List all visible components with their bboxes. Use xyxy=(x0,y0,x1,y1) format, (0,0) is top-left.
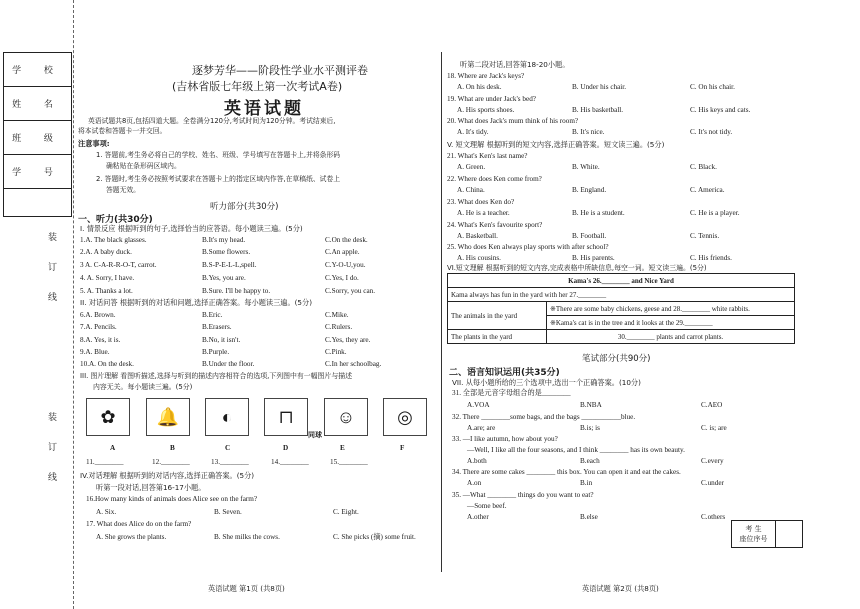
option: B.Some flowers. xyxy=(202,248,251,256)
option: B.NBA xyxy=(580,401,602,409)
table-header: Kama's 26.________ and Nice Yard xyxy=(448,274,795,288)
picture-letter: B xyxy=(170,444,175,452)
question: 25. Who does Ken always play sports with after school? xyxy=(447,243,609,251)
seat-label: 考 生 xyxy=(745,525,762,533)
name-field[interactable]: 姓 名 xyxy=(4,87,71,121)
notice-item: 1. 答题前,考生务必将自己的学校、姓名、班级、学号填写在答题卡上,并将条形码 xyxy=(96,151,341,159)
option: 9.A. Blue. xyxy=(80,348,110,356)
subsection-title: VI.短文理解 根据听到的短文内容,完成表格中所缺信息,每空一词。短文读三遍。(5分) xyxy=(447,264,707,272)
seat-number-box[interactable] xyxy=(731,520,803,548)
option: 8.A. Yes, it is. xyxy=(80,336,121,344)
option: A. He is a teacher. xyxy=(457,209,510,217)
class-field[interactable]: 班 级 xyxy=(4,121,71,155)
option: B.is; is xyxy=(580,424,600,432)
seat-number-cell[interactable] xyxy=(776,521,802,547)
notice-item: 确粘贴在条形码区域内。 xyxy=(106,162,181,170)
seat-label: 座位序号 xyxy=(739,535,768,543)
option: C.Sorry, you can. xyxy=(325,287,376,295)
picture-letter: A xyxy=(110,444,116,452)
option: C.In her schoolbag. xyxy=(325,360,382,368)
option: C.others xyxy=(701,513,726,521)
question: 19. What are under Jack's bed? xyxy=(447,95,536,103)
option: C. is; are xyxy=(701,424,727,432)
subsection-title: IV.对话理解 根据听到的对话内容,选择正确答案。(5分) xyxy=(80,471,255,480)
option: C.AEO xyxy=(701,401,723,409)
intro-text: 英语试题共8页,包括四道大题。全卷满分120分,考试时间为120分钟。考试结束后, xyxy=(88,117,336,125)
option: B.Eric. xyxy=(202,311,223,319)
option: C. Eight. xyxy=(333,508,359,516)
picture-family-icon: ☺ xyxy=(324,398,368,436)
subsection-title: VII. 从每小题所给的三个选项中,选出一个正确答案。(10分) xyxy=(452,378,641,387)
picture-toy-icon: ✿ xyxy=(86,398,130,436)
option: C. America. xyxy=(690,186,725,194)
answer-blank[interactable]: 13.________ xyxy=(211,458,249,466)
option: B. It's nice. xyxy=(572,128,605,136)
question: 32. There ________some bags, and the bags ___________blue. xyxy=(452,413,636,421)
binding-line xyxy=(73,0,74,609)
option: C.Yes, they are. xyxy=(325,336,371,344)
section-title: 二、语言知识运用(共35分) xyxy=(449,368,560,378)
option: C.Yes, I do. xyxy=(325,274,359,282)
option: A.VOA xyxy=(467,401,490,409)
section-title: 一、听力(共30分) xyxy=(78,215,153,225)
option: B.Purple. xyxy=(202,348,230,356)
answer-blank[interactable]: 12.________ xyxy=(152,458,190,466)
picture-letter: D xyxy=(283,444,289,452)
notice-title: 注意事项: xyxy=(78,139,110,148)
option: A.on xyxy=(467,479,482,487)
option: B.Under the floor. xyxy=(202,360,255,368)
page-footer: 英语试题 第1页 (共8页) xyxy=(208,584,285,593)
table-cell: ※Kama's cat is in the tree and it looks at the 29.________ xyxy=(547,316,795,330)
answer-blank[interactable]: 11.________ xyxy=(86,458,124,466)
option: B.Yes, you are. xyxy=(202,274,246,282)
option: B.Erasers. xyxy=(202,323,232,331)
option: B.else xyxy=(580,513,598,521)
subsection-title: I. 情景反应 根据听到的句子,选择恰当的应答语。每小题读三遍。(5分) xyxy=(80,224,303,233)
option: A. Basketball. xyxy=(457,232,498,240)
option: A. Six. xyxy=(96,508,117,516)
option: A. China. xyxy=(457,186,485,194)
option: A. On his desk. xyxy=(457,83,502,91)
question: —Well, I like all the four seasons, and I think ________ has its own beauty. xyxy=(467,446,685,454)
option: C.Y-O-U,you. xyxy=(325,261,366,269)
question: 20. What does Jack's mum think of his room? xyxy=(447,117,579,125)
subsection-title: III. 图片理解 看图听描述,选择与听到的描述内容相符合的选项,下列图中有一幅图片与描述 xyxy=(80,372,352,380)
table-cell: ※There are some baby chickens, geese and 28.________ white rabbits. xyxy=(547,302,795,316)
question: 21. What's Ken's last name? xyxy=(447,152,528,160)
notice-item: 答题无效。 xyxy=(106,186,140,194)
option: 7.A. Pencils. xyxy=(80,323,117,331)
option: A. His sports shoes. xyxy=(457,106,515,114)
option: C. She picks (摘) some fruit. xyxy=(333,533,416,541)
question: 35. —What ________ things do you want to eat? xyxy=(452,491,594,499)
option: B. His parents. xyxy=(572,254,615,262)
written-part-title: 笔试部分(共90分) xyxy=(582,354,651,364)
option: A. His cousins. xyxy=(457,254,501,262)
table-row-label: The plants in the yard xyxy=(448,330,547,344)
option: B. Football. xyxy=(572,232,607,240)
option: A.are; are xyxy=(467,424,496,432)
option: C.Pink. xyxy=(325,348,347,356)
option: B. He is a student. xyxy=(572,209,625,217)
option: B.It's my head. xyxy=(202,236,246,244)
question: 18. Where are Jack's keys? xyxy=(447,72,525,80)
picture-ball-icon: ◎ xyxy=(383,398,427,436)
option: C. Black. xyxy=(690,163,717,171)
option: 4. A. Sorry, I have. xyxy=(80,274,135,282)
option: C. On his chair. xyxy=(690,83,735,91)
answer-blank[interactable]: 14.________ xyxy=(271,458,309,466)
option: A. Green. xyxy=(457,163,486,171)
option: 2.A. A baby duck. xyxy=(80,248,132,256)
page-footer: 英语试题 第2页 (共8页) xyxy=(582,584,659,593)
option: C.Mike. xyxy=(325,311,349,319)
option: B.No, it isn't. xyxy=(202,336,241,344)
picture-caption: 同球 xyxy=(308,431,322,439)
option: B. England. xyxy=(572,186,607,194)
option: B. Seven. xyxy=(214,508,242,516)
option: C. His keys and cats. xyxy=(690,106,751,114)
option: B. She milks the cows. xyxy=(214,533,280,541)
binding-label: 订 xyxy=(48,443,58,453)
option: C.On the desk. xyxy=(325,236,368,244)
exam-series-title: 逐梦芳华——阶段性学业水平测评卷 xyxy=(192,64,368,77)
option: B.in xyxy=(580,479,593,487)
question: 33. —I like autumn, how about you? xyxy=(452,435,558,443)
option: B. His basketball. xyxy=(572,106,624,114)
picture-bell-icon: 🔔 xyxy=(146,398,190,436)
intro-text: 将本试卷和答题卡一并交回。 xyxy=(78,127,167,135)
school-field[interactable]: 学 校 xyxy=(4,53,71,87)
question: 17. What does Alice do on the farm? xyxy=(86,520,192,528)
option: A. She grows the plants. xyxy=(96,533,167,541)
option: 5. A. Thanks a lot. xyxy=(80,287,133,295)
option: B. Under his chair. xyxy=(572,83,627,91)
picture-letter: F xyxy=(400,444,405,452)
option: 1.A. The black glasses. xyxy=(80,236,147,244)
side-box-lower xyxy=(3,188,72,217)
table-cell: 30.________ plants and carrot plants. xyxy=(547,330,795,344)
question: —Some beef. xyxy=(467,502,507,510)
notice-item: 2. 答题时,考生务必按照考试要求在答题卡上的指定区域内作答,在草稿纸、试卷上 xyxy=(96,175,341,183)
picture-chair-icon: ⊓ xyxy=(264,398,308,436)
picture-letter: C xyxy=(225,444,231,452)
option: 6.A. Brown. xyxy=(80,311,116,319)
option: 3 A. C-A-R-R-O-T, carrot. xyxy=(80,261,157,269)
binding-label: 装 xyxy=(48,413,58,423)
picture-letter: E xyxy=(340,444,345,452)
exam-edition-title: (吉林省版七年级上第一次考试A卷) xyxy=(172,80,343,93)
question: 24. What's Ken's favourite sport? xyxy=(447,221,543,229)
subsection-title: V. 短文理解 根据听到的短文内容,选择正确答案。短文读三遍。(5分) xyxy=(447,140,665,149)
option: B.Sure. I'll be happy to. xyxy=(202,287,271,295)
option: B.each xyxy=(580,457,600,465)
option: B.S-P-E-L-L,spell. xyxy=(202,261,257,269)
subsection-note: 听第一段对话,回答第16-17小题。 xyxy=(96,483,206,492)
binding-label: 线 xyxy=(48,293,58,303)
option: C. He is a player. xyxy=(690,209,740,217)
picture-panda-icon: ◐ xyxy=(205,398,249,436)
table-row: Kama always has fun in the yard with her 27.________ xyxy=(448,288,795,302)
answer-blank[interactable]: 15.________ xyxy=(330,458,368,466)
subsection-title: II. 对话问答 根据听到的对话和问题,选择正确答案。每小题读三遍。(5分) xyxy=(80,298,313,307)
binding-label: 订 xyxy=(48,263,58,273)
student-number-field[interactable]: 学 号 xyxy=(12,168,63,178)
option: C. It's not tidy. xyxy=(690,128,733,136)
table-row-label: The animals in the yard xyxy=(448,302,547,330)
question: 31. 全部是元音字母组合的是________ xyxy=(452,389,571,397)
subsection-title: 内容无关。每小题读三遍。(5分) xyxy=(93,383,193,391)
info-table xyxy=(447,273,795,344)
subsection-note: 听第二段对话,回答第18-20小题。 xyxy=(460,60,570,69)
question: 22. Where does Ken come from? xyxy=(447,175,542,183)
option: C.under xyxy=(701,479,724,487)
option: B. White. xyxy=(572,163,600,171)
student-info-box xyxy=(3,52,72,189)
listening-part-title: 听力部分(共30分) xyxy=(210,202,279,212)
binding-label: 装 xyxy=(48,233,58,243)
option: A.both xyxy=(467,457,487,465)
option: C. His friends. xyxy=(690,254,732,262)
option: C.An apple. xyxy=(325,248,360,256)
question: 23. What does Ken do? xyxy=(447,198,515,206)
page-title: 英语试题 xyxy=(224,99,304,119)
option: A.other xyxy=(467,513,489,521)
question: 16.How many kinds of animals does Alice see on the farm? xyxy=(86,495,258,503)
option: A. It's tidy. xyxy=(457,128,489,136)
option: 10.A. On the desk. xyxy=(80,360,134,368)
option: C. Tennis. xyxy=(690,232,720,240)
page-divider xyxy=(441,52,442,572)
option: C.every xyxy=(701,457,724,465)
binding-label: 线 xyxy=(48,473,58,483)
option: C.Rulers. xyxy=(325,323,353,331)
question: 34. There are some cakes ________ this box. You can open it and eat the cakes. xyxy=(452,468,681,476)
